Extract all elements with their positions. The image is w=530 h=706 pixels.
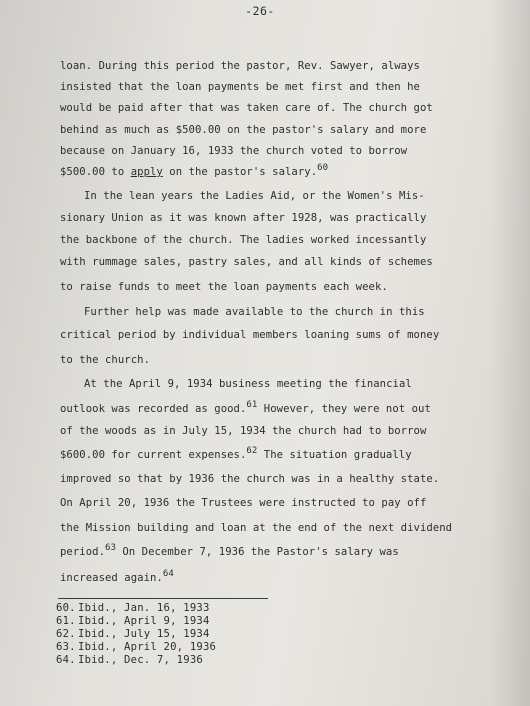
- body-line-10: with rummage sales, pastry sales, and all kinds of schemes: [60, 256, 433, 268]
- footnote-ref-64: 64: [162, 569, 174, 579]
- body-line-18-start: $600.00 for current expenses.: [60, 449, 247, 461]
- footnote-63: [56, 641, 216, 653]
- footnote-ref-62: 62: [246, 446, 258, 456]
- footnote-text: Ibid., Jan. 16, 1933: [78, 602, 210, 614]
- body-line-13: critical period by individual members loaning sums of money: [60, 329, 440, 341]
- body-line-22-start: period.: [60, 546, 105, 558]
- footnote-number: 62.: [56, 628, 76, 640]
- body-line-16-end: However, they were not out: [257, 403, 431, 415]
- body-line-18-end: The situation gradually: [257, 449, 412, 461]
- footnote-number: 64.: [56, 654, 76, 666]
- body-line-23-start: increased again.: [60, 572, 163, 584]
- body-line-4: behind as much as $500.00 on the pastor's salary and more: [60, 124, 427, 136]
- footnote-ref-63: 63: [105, 543, 116, 553]
- footnote-divider: [58, 598, 268, 599]
- body-line-11: to raise funds to meet the loan payments each week.: [60, 281, 388, 293]
- body-line-22-end: On December 7, 1936 the Pastor's salary was: [115, 546, 399, 558]
- body-line-15: At the April 9, 1934 business meeting the financial: [84, 378, 412, 390]
- body-line-5: because on January 16, 1933 the church voted to borrow: [60, 145, 408, 157]
- body-line-2: insisted that the loan payments be met first and then he: [60, 81, 420, 93]
- body-line-17: of the woods as in July 15, 1934 the church had to borrow: [60, 425, 427, 437]
- body-line-12: Further help was made available to the church in this: [84, 306, 425, 318]
- footnote-ref-61: 61: [246, 400, 258, 410]
- body-line-18: [60, 446, 412, 461]
- body-line-23: [60, 569, 174, 584]
- body-line-3: would be paid after that was taken care of. The church got: [60, 102, 433, 114]
- footnote-number: 61.: [56, 615, 76, 627]
- footnote-text: Ibid., April 20, 1936: [78, 641, 217, 653]
- page-number: -26-: [245, 4, 275, 18]
- footnote-60: [56, 602, 210, 614]
- footnote-number: 60.: [56, 602, 76, 614]
- body-line-21: the Mission building and loan at the end of the next dividend: [60, 522, 453, 534]
- footnote-text: Ibid., July 15, 1934: [78, 628, 210, 640]
- body-line-16-start: outlook was recorded as good.: [60, 403, 247, 415]
- body-line-16: [60, 400, 431, 415]
- body-line-9: the backbone of the church. The ladies worked incessantly: [60, 234, 427, 246]
- body-line-14: to the church.: [60, 354, 150, 366]
- body-line-8: sionary Union as it was known after 1928, was practically: [60, 212, 427, 224]
- footnote-62: [56, 628, 210, 640]
- footnote-61: [56, 615, 210, 627]
- body-line-22: [60, 543, 399, 558]
- footnote-number: 63.: [56, 641, 76, 653]
- body-line-19: improved so that by 1936 the church was in a healthy state.: [60, 473, 440, 485]
- body-line-6-end: on the pastor's salary.: [162, 166, 318, 178]
- body-line-1: loan. During this period the pastor, Rev. Sawyer, always: [60, 60, 420, 72]
- page-shadow: [490, 0, 530, 706]
- footnote-64: [56, 654, 203, 666]
- body-line-6: [60, 163, 329, 178]
- body-line-20: On April 20, 1936 the Trustees were instructed to pay off: [60, 497, 427, 509]
- footnote-text: Ibid., Dec. 7, 1936: [78, 654, 203, 666]
- body-line-6-start: $500.00 to: [60, 166, 131, 178]
- footnote-text: Ibid., April 9, 1934: [78, 615, 210, 627]
- body-line-7: In the lean years the Ladies Aid, or the Women's Mis-: [84, 190, 425, 202]
- footnote-ref-60: 60: [317, 163, 329, 173]
- underlined-word: apply: [130, 166, 163, 178]
